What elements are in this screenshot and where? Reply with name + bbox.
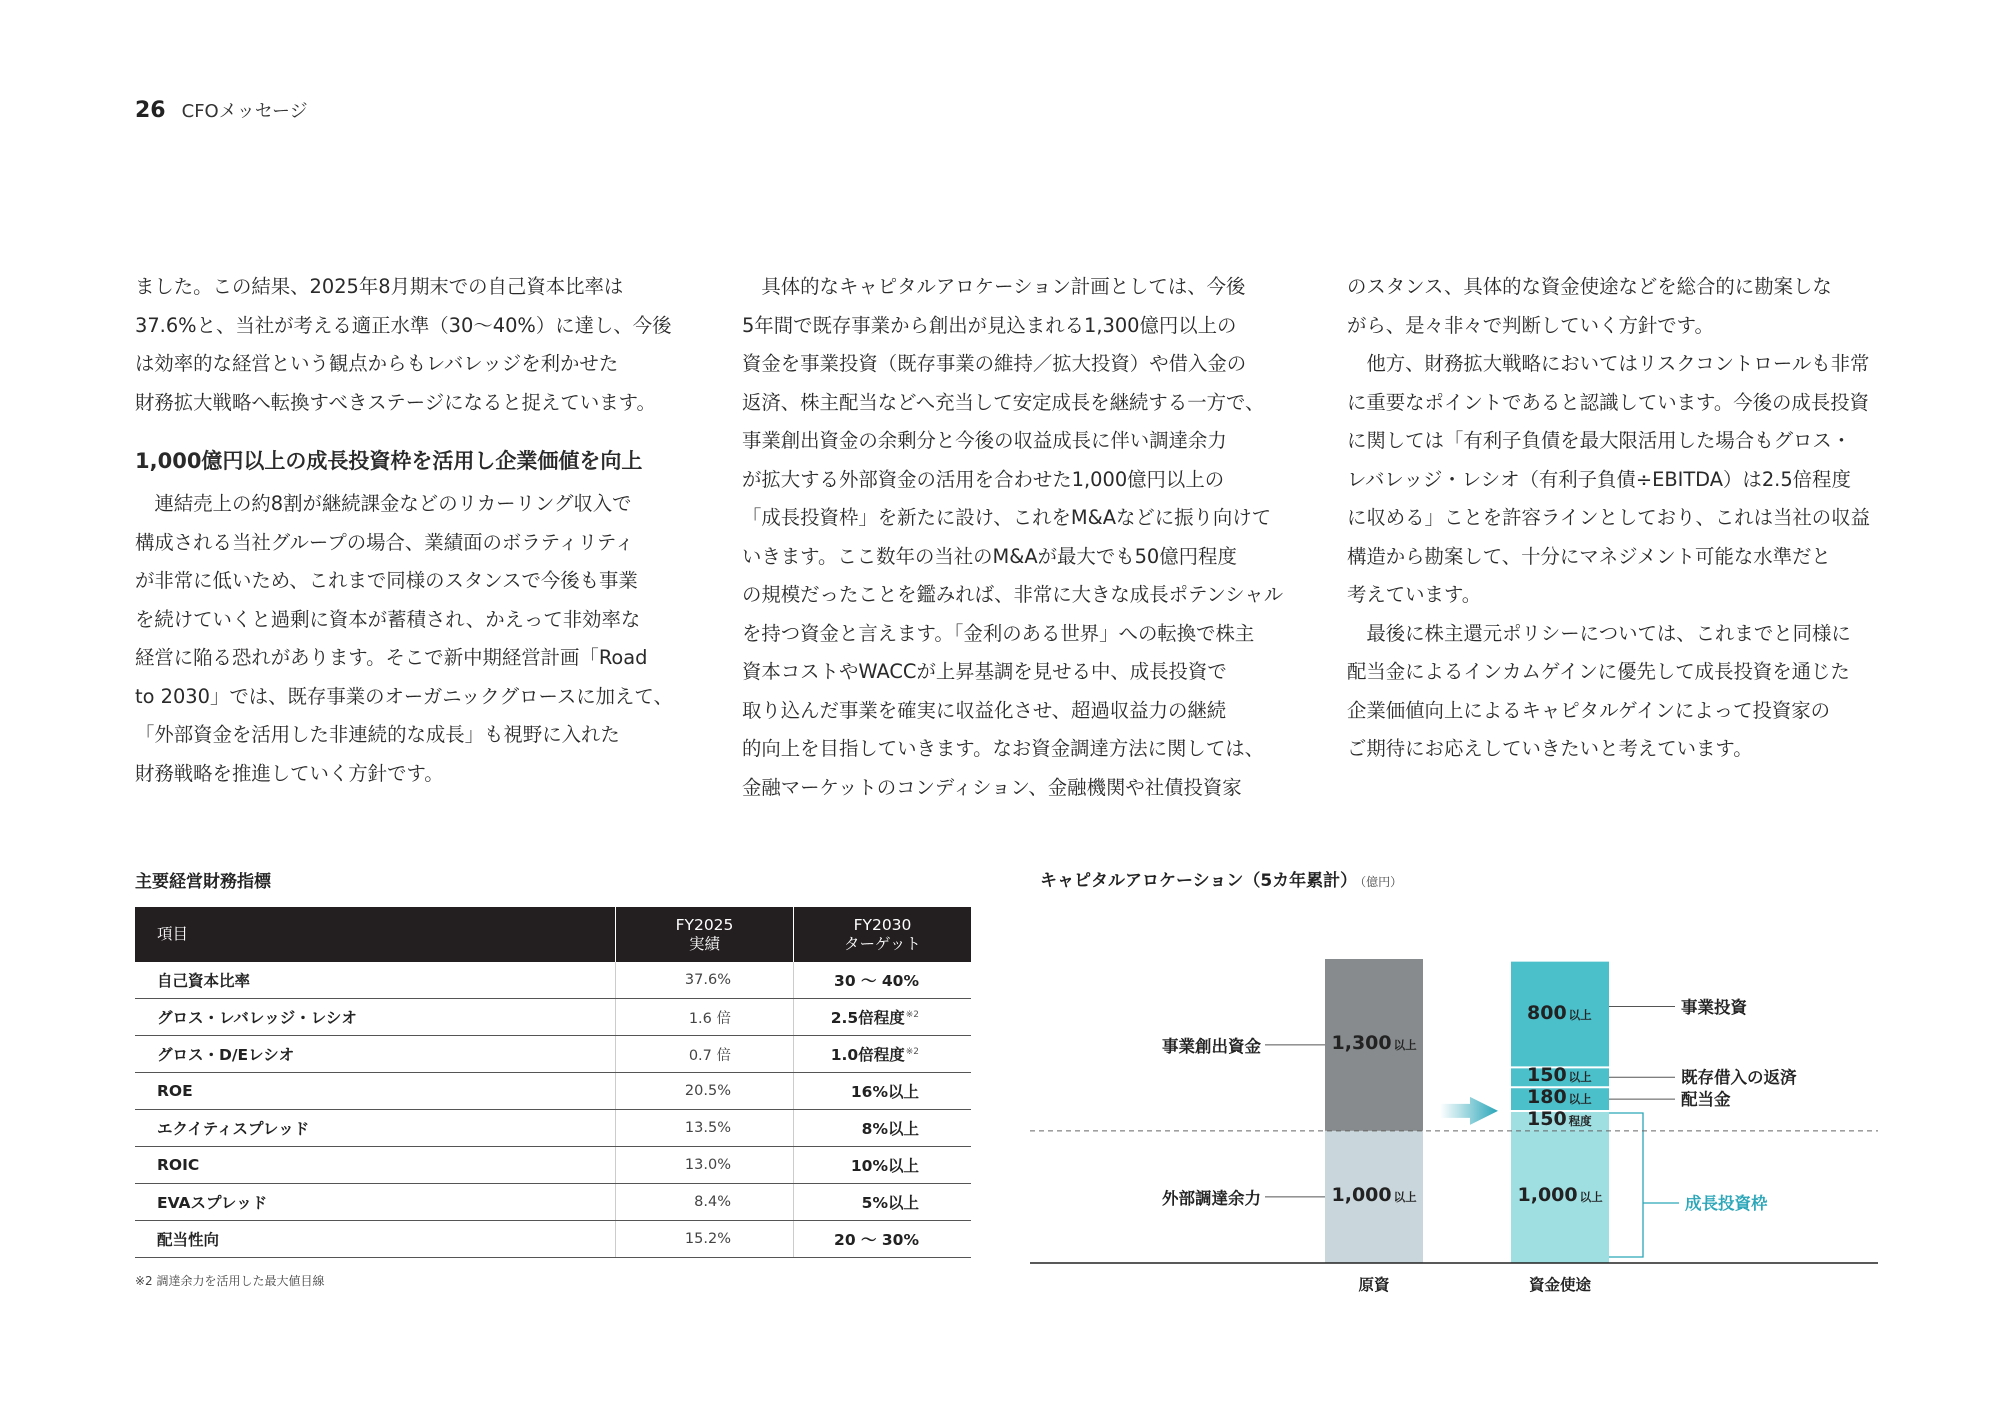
header-fy2025-year: FY2025 (675, 915, 734, 934)
cell-note: ※2 (905, 1010, 919, 1020)
source-side-label (1162, 1033, 1261, 1057)
cell-fy2030 (794, 1036, 972, 1073)
col1b-line: を続けていくと過剰に資本が蓄積され、かえって非効率な (135, 607, 641, 631)
col2-line: 資金を事業投資（既存事業の維持／拡大投資）や借入金の (742, 352, 1247, 375)
table-row (135, 1221, 971, 1258)
col1b-line: 「外部資金を活用した非連続的な成長」も視野に入れた (135, 723, 620, 746)
use-side-label (1681, 1064, 1797, 1088)
header-fy2030-sub: ターゲット (844, 934, 921, 953)
chart-title-text: キャピタルアロケーション（5カ年累計） (1040, 871, 1358, 891)
capital-allocation-chart (1030, 895, 1910, 1315)
table-row (135, 1110, 971, 1147)
source-side-label-text: 事業創出資金 (1162, 1036, 1261, 1056)
col1-line: 37.6%と、当社が考える適正水準（30〜40%）に達し、今後 (135, 313, 672, 337)
use-side-label (1681, 1086, 1731, 1110)
cell-item: グロス・レバレッジ・レシオ (135, 999, 616, 1036)
use-side-label-text: 配当金 (1681, 1090, 1731, 1110)
use-side-label-text: 事業投資 (1681, 997, 1747, 1017)
col1-line: 財務拡大戦略へ転換すべきステージになると捉えています。 (135, 390, 656, 414)
use-bar-value-text: 150 (1527, 1064, 1567, 1087)
allocation-arrow-icon (1440, 1097, 1498, 1125)
header-fy2025 (616, 907, 794, 962)
body-column-1 (135, 268, 673, 793)
col3-line: 構造から勘案して、十分にマネジメント可能な水準だと (1347, 544, 1831, 568)
table-footnote: ※2 調達余力を活用した最大値目線 (135, 1274, 325, 1288)
cell-fy2030-value: 16%以上 (850, 1083, 919, 1101)
source-bar-value (1332, 1032, 1417, 1054)
table-title: 主要経営財務指標 (135, 872, 271, 892)
cell-fy2030-value: 10%以上 (850, 1157, 919, 1175)
cell-fy2030 (794, 962, 972, 999)
chart-title (1040, 866, 1402, 891)
cell-fy2030-value: 30 〜 40% (834, 972, 919, 990)
table-row (135, 962, 971, 999)
cell-fy2025: 0.7 倍 (616, 1036, 794, 1073)
cell-fy2030-value: 2.5倍程度 (830, 1009, 905, 1027)
use-bar-value-text: 以上 (1579, 1189, 1603, 1204)
source-side-label (1162, 1185, 1261, 1209)
col2-line: 金融マーケットのコンディション、金融機関や社債投資家 (742, 775, 1242, 799)
col1-line: ました。この結果、2025年8月期末での自己資本比率は (135, 275, 624, 298)
col2-line: 事業創出資金の余剰分と今後の収益成長に伴い調達余力 (742, 429, 1227, 452)
header-item: 項目 (135, 907, 616, 962)
col2-line: 資本コストやWACCが上昇基調を見せる中、成長投資で (742, 660, 1227, 683)
use-bar-value-text: 1,000 (1517, 1183, 1578, 1206)
body-column-2 (742, 268, 1284, 807)
source-bar-value-text: 1,300 (1331, 1031, 1392, 1054)
col1b-line: to 2030」では、既存事業のオーガニックグロースに加えて、 (135, 684, 673, 708)
page-header (135, 97, 308, 127)
source-side-label-text: 外部調達余力 (1162, 1188, 1261, 1208)
chart-unit: （億円） (1360, 875, 1403, 889)
source-bar-value (1332, 1184, 1417, 1206)
body-column-3 (1347, 268, 1882, 769)
cell-fy2030-value: 1.0倍程度 (830, 1046, 905, 1064)
col1-line: は効率的な経営という観点からもレバレッジを利かせた (135, 352, 619, 375)
cell-item: 自己資本比率 (135, 962, 616, 999)
use-side-label-text: 既存借入の返済 (1681, 1068, 1797, 1088)
use-bar-value-text: 180 (1527, 1086, 1567, 1109)
col2-line: 具体的なキャピタルアロケーション計画としては、今後 (742, 275, 1246, 298)
col3-line: 他方、財務拡大戦略においてはリスクコントロールも非常 (1347, 352, 1870, 375)
cell-item: EVAスプレッド (135, 1184, 616, 1221)
source-bar-value-text: 以上 (1393, 1189, 1417, 1204)
col2-line: 「成長投資枠」を新たに設け、これをM&Aなどに振り向けて (742, 506, 1272, 529)
col3-line: がら、是々非々で判断していく方針です。 (1347, 313, 1714, 337)
use-bar-value (1527, 1108, 1592, 1130)
col1b-line: 構成される当社グループの場合、業績面のボラティリティ (135, 530, 635, 554)
header-fy2030-year: FY2030 (853, 915, 912, 934)
cell-fy2025: 20.5% (616, 1073, 794, 1110)
table-row (135, 1036, 971, 1073)
col3-line: のスタンス、具体的な資金使途などを総合的に勘案しな (1347, 275, 1832, 298)
use-side-label (1681, 994, 1747, 1018)
cell-fy2025: 37.6% (616, 962, 794, 999)
header-fy2030 (794, 907, 972, 962)
col2-line: が拡大する外部資金の活用を合わせた1,000億円以上の (742, 467, 1225, 491)
col2-line: 的向上を目指していきます。なお資金調達方法に関しては、 (742, 737, 1264, 760)
cell-item: ROIC (135, 1147, 616, 1184)
use-bar-value-text: 800 (1527, 1001, 1567, 1024)
cell-fy2025: 15.2% (616, 1221, 794, 1258)
use-bar-value (1527, 1064, 1592, 1086)
financial-indicators-table (135, 907, 971, 1258)
category-label-use (1529, 1273, 1591, 1295)
growth-label-text: 成長投資枠 (1685, 1194, 1768, 1213)
col1b-line: 財務戦略を推進していく方針です。 (135, 761, 444, 785)
col2-line: の規模だったことを鑑みれば、非常に大きな成長ポテンシャル (742, 583, 1284, 606)
col3-line: に重要なポイントであると認識しています。今後の成長投資 (1347, 390, 1869, 414)
cell-fy2030 (794, 999, 972, 1036)
table-row (135, 1073, 971, 1110)
cell-fy2030 (794, 1110, 972, 1147)
use-bar-value-text: 以上 (1568, 1007, 1592, 1022)
growth-label (1685, 1190, 1768, 1214)
cell-item: 配当性向 (135, 1221, 616, 1258)
cell-item: ROE (135, 1073, 616, 1110)
cell-fy2025: 1.6 倍 (616, 999, 794, 1036)
use-bar-value-text: 以上 (1568, 1092, 1592, 1107)
cell-item: グロス・D/Eレシオ (135, 1036, 616, 1073)
cell-fy2030 (794, 1147, 972, 1184)
cell-note: ※2 (905, 1047, 919, 1057)
col2-line: 5年間で既存事業から創出が見込まれる1,300億円以上の (742, 313, 1237, 337)
col2-line: 取り込んだ事業を確実に収益化させ、超過収益力の継続 (742, 698, 1227, 722)
use-bar-value (1527, 1086, 1592, 1108)
col2-line: を持つ資金と言えます。「金利のある世界」への転換で株主 (742, 621, 1255, 645)
col3-line: 企業価値向上によるキャピタルゲインによって投資家の (1347, 698, 1831, 722)
col1b-line: が非常に低いため、これまで同様のスタンスで今後も事業 (135, 569, 638, 592)
cell-fy2025: 13.5% (616, 1110, 794, 1147)
page-number: 26 (135, 98, 166, 123)
col2-line: 返済、株主配当などへ充当して安定成長を継続する一方で、 (742, 390, 1265, 414)
col2-line: いきます。ここ数年の当社のM&Aが最大でも50億円程度 (742, 544, 1237, 568)
category-label-source-text: 原資 (1358, 1276, 1390, 1294)
cell-fy2030-value: 5%以上 (861, 1194, 919, 1212)
use-bar-value-text: 程度 (1568, 1113, 1592, 1128)
col3-line: に収める」ことを許容ラインとしており、これは当社の収益 (1347, 506, 1870, 529)
use-bar-value-text: 以上 (1568, 1070, 1592, 1085)
col3-line: レバレッジ・レシオ（有利子負債÷EBITDA）は2.5倍程度 (1347, 467, 1851, 491)
col3-line: ご期待にお応えしていきたいと考えています。 (1347, 737, 1753, 760)
subheading: 1,000億円以上の成長投資枠を活用し企業価値を向上 (135, 449, 643, 473)
cell-fy2030 (794, 1184, 972, 1221)
cell-item: エクイティスプレッド (135, 1110, 616, 1147)
growth-bracket (1609, 1113, 1643, 1257)
table-header-row (135, 907, 971, 962)
header-fy2025-sub: 実績 (688, 934, 720, 953)
category-label-use-text: 資金使途 (1529, 1276, 1592, 1294)
table-row (135, 999, 971, 1036)
cell-fy2030 (794, 1221, 972, 1258)
cell-fy2030 (794, 1073, 972, 1110)
table-row (135, 1184, 971, 1221)
use-bar-value-text: 150 (1527, 1107, 1567, 1130)
category-label-source (1359, 1273, 1390, 1295)
section-title: CFOメッセージ (181, 101, 308, 122)
cell-fy2030-value: 20 〜 30% (834, 1231, 919, 1249)
col3-line: 配当金によるインカムゲインに優先して成長投資を通じた (1347, 660, 1850, 683)
col1b-line: 連結売上の約8割が継続課金などのリカーリング収入で (135, 492, 632, 515)
cell-fy2030-value: 8%以上 (861, 1120, 919, 1138)
col3-line: に関しては「有利子負債を最大限活用した場合もグロス・ (1347, 429, 1852, 452)
table-row (135, 1147, 971, 1184)
use-bar-value (1527, 1002, 1592, 1024)
cell-fy2025: 13.0% (616, 1147, 794, 1184)
source-bar-value-text: 1,000 (1331, 1183, 1392, 1206)
col3-line: 最後に株主還元ポリシーについては、これまでと同様に (1347, 621, 1851, 645)
source-bar-value-text: 以上 (1393, 1037, 1417, 1052)
col1b-line: 経営に陥る恐れがあります。そこで新中期経営計画「Road (135, 646, 648, 669)
cell-fy2025: 8.4% (616, 1184, 794, 1221)
col3-line: 考えています。 (1347, 583, 1482, 606)
use-bar-value (1518, 1184, 1603, 1206)
